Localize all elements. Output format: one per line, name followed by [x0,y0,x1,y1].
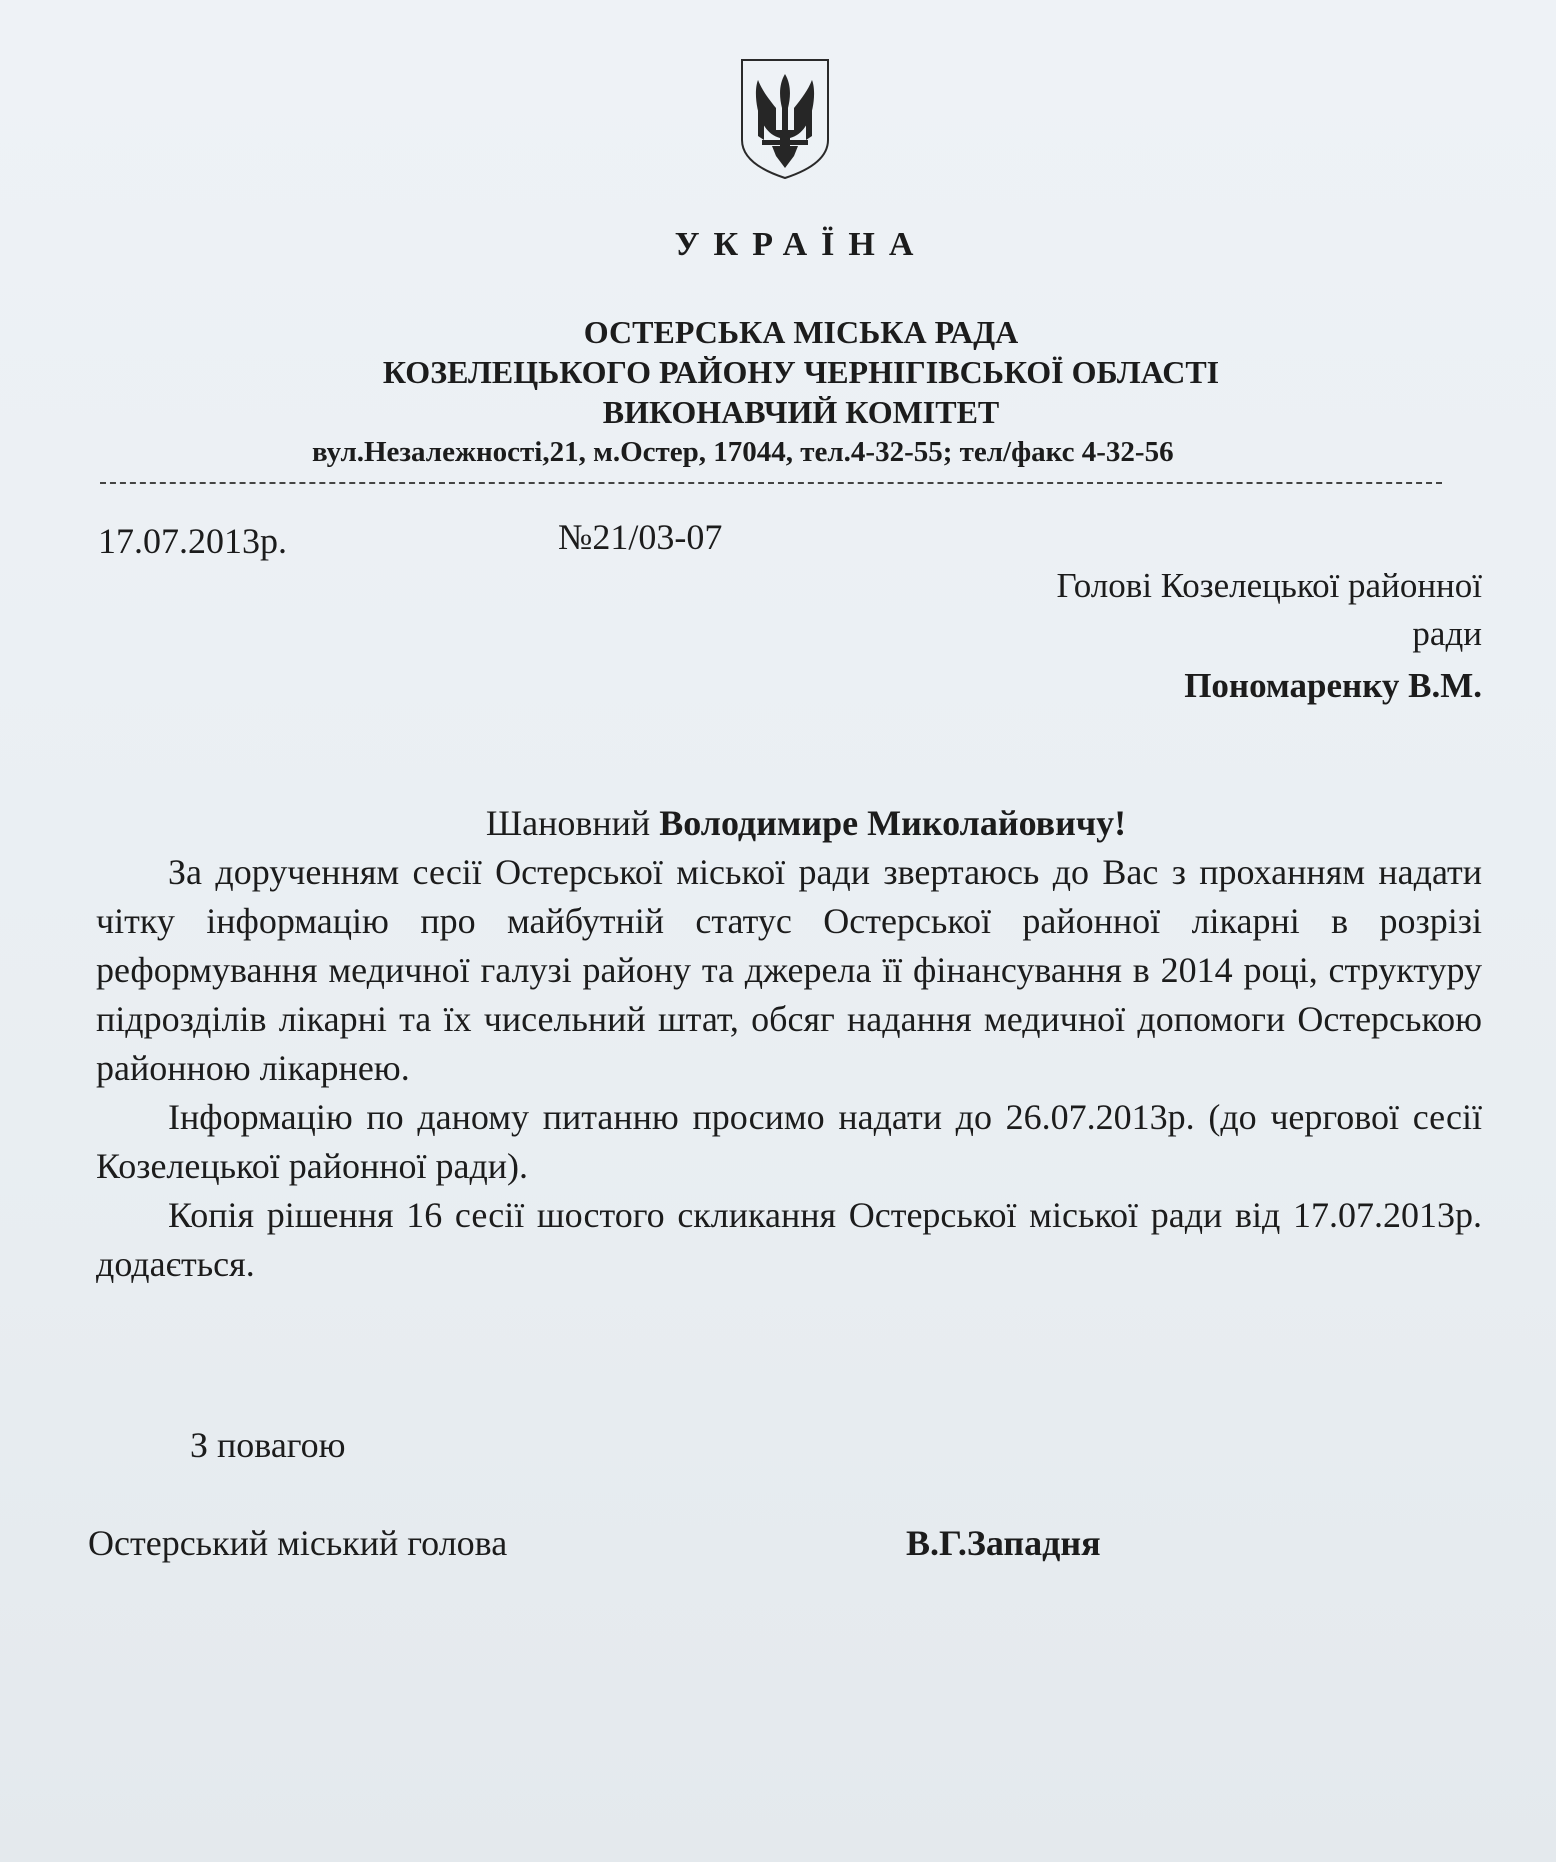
letter-body [96,848,1482,1289]
body-paragraph-2: Інформацію по даному питанню просимо надати до 26.07.2013р. (до чергової сесії Козелецької районної ради). [96,1097,1482,1186]
letter-date: 17.07.2013р. [98,521,287,561]
addressee-block [882,562,1482,710]
salutation [0,802,1556,844]
addressee-line-1: Голові Козелецької районної [1056,566,1482,605]
letter-number: №21/03-07 [558,517,723,557]
body-paragraph-1: За дорученням сесії Остерської міської ради звертаюсь до Вас з проханням надати чітку інформацію про майбутній статус Остерської районної лікарні в розрізі реформування медичної галузі району та джерела її фінансування в 2014 році, структуру підрозділів лікарні та їх чисельний штат, обсяг надання медичної допомоги Остерською районною лікарнею. [96,852,1482,1088]
org-name-line-1: ОСТЕРСЬКА МІСЬКА РАДА [583,314,1019,350]
org-name-line-3: ВИКОНАВЧИЙ КОМІТЕТ [602,394,1000,430]
salutation-prefix: Шановний [485,803,651,843]
closing-regards: З повагою [190,1425,346,1465]
salutation-name: Володимире Миколайовичу! [659,803,1127,843]
country-title: УКРАЇНА [674,226,928,263]
addressee-name: Пономаренку В.М. [1184,666,1482,705]
signer-name: В.Г.Западня [906,1523,1101,1563]
trident-coat-of-arms-icon [738,56,832,182]
signer-title: Остерський міський голова [88,1523,508,1563]
addressee-line-2: ради [1412,614,1482,653]
org-name-line-2: КОЗЕЛЕЦЬКОГО РАЙОНУ ЧЕРНІГІВСЬКОЇ ОБЛАСТІ [382,354,1220,390]
body-paragraph-3: Копія рішення 16 сесії шостого скликання Остерської міської ради від 17.07.2013р. додається. [96,1195,1482,1284]
org-address: вул.Незалежності,21, м.Остер, 17044, тел.4-32-55; тел/факс 4-32-56 [312,436,1174,468]
header-divider [100,482,1442,484]
